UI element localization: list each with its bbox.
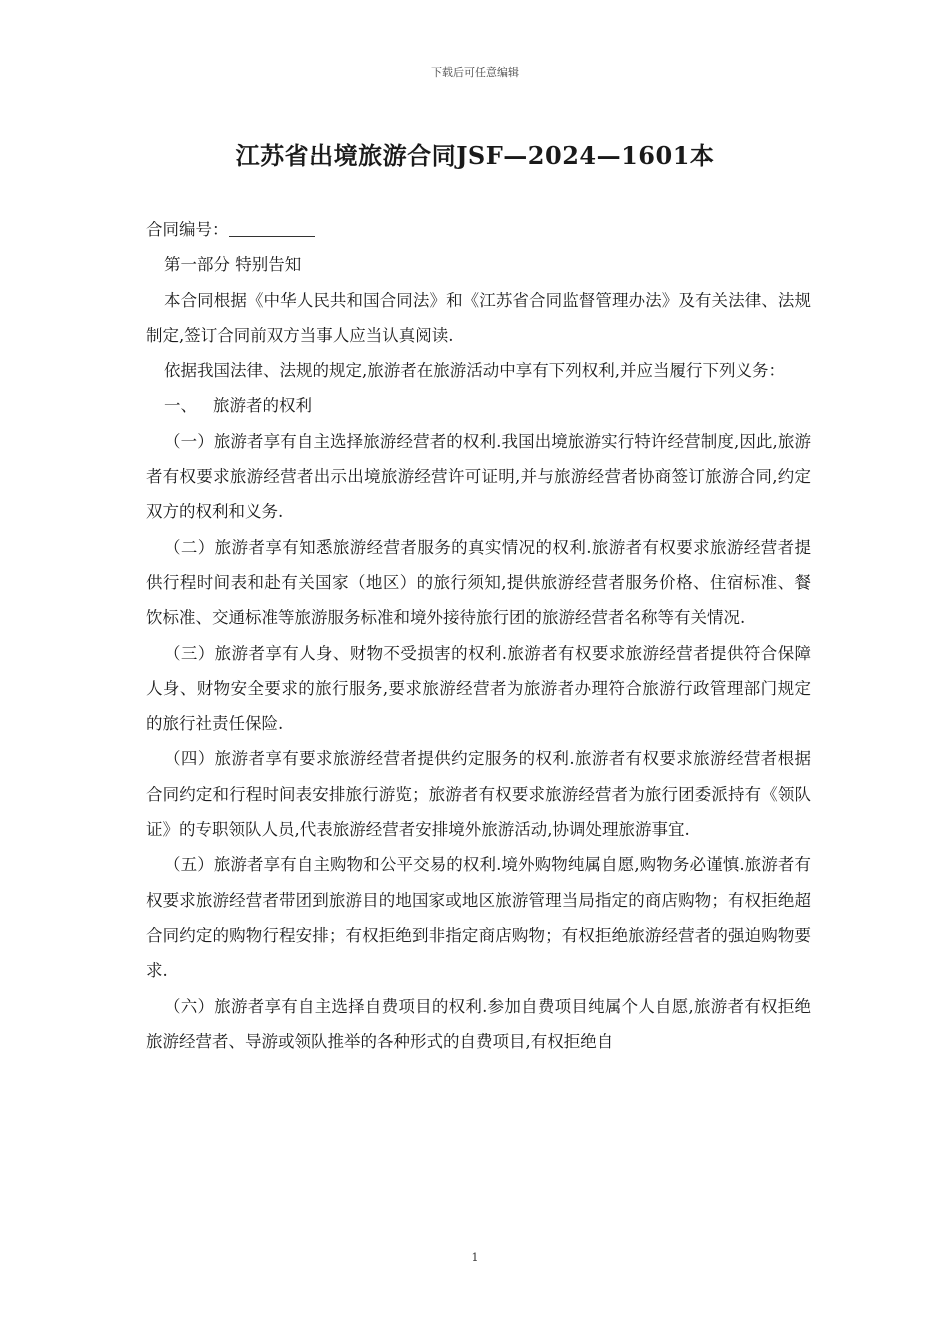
basis-paragraph: 依据我国法律、法规的规定,旅游者在旅游活动中享有下列权利,并应当履行下列义务：: [164, 361, 785, 381]
right-item-1: （一）旅游者享有自主选择旅游经营者的权利.我国出境旅游实行特许经营制度,因此,旅游者有权要求旅游经营者出示出境旅游经营许可证明,并与旅游经营者协商签订旅游合同,约定双方的权利和义务.: [146, 431, 811, 522]
right-item-2: （二）旅游者享有知悉旅游经营者服务的真实情况的权利.旅游者有权要求旅游经营者提供行程时间表和赴有关国家（地区）的旅行须知,提供旅游经营者服务价格、住宿标准、餐饮标准、交通标准等旅游服务标准和境外接待旅行团的旅游经营者名称等有关情况.: [146, 537, 811, 628]
contract-number-blank: [229, 222, 315, 237]
right-item-6: （六）旅游者享有自主选择自费项目的权利.参加自费项目纯属个人自愿,旅游者有权拒绝旅游经营者、导游或领队推举的各种形式的自费项目,有权拒绝自: [146, 996, 811, 1051]
intro-paragraph: 本合同根据《中华人民共和国合同法》和《江苏省合同监督管理办法》及有关法律、法规制定,签订合同前双方当事人应当认真阅读.: [146, 290, 811, 345]
section-one-heading: [146, 388, 811, 423]
section-one-number: 一、: [164, 396, 197, 416]
document-title: 江苏省出境旅游合同JSF—2024—1601本: [235, 141, 715, 170]
contract-number-line: [146, 212, 811, 247]
part-one-heading: 第一部分 特别告知: [164, 255, 302, 275]
right-item-4: （四）旅游者享有要求旅游经营者提供约定服务的权利.旅游者有权要求旅游经营者根据合同约定和行程时间表安排旅行游览；旅游者有权要求旅游经营者为旅行团委派持有《领队证》的专职领队人员,代表旅游经营者安排境外旅游活动,协调处理旅游事宜.: [146, 749, 811, 840]
section-one-title: 旅游者的权利: [213, 396, 312, 416]
contract-number-label: 合同编号：: [146, 220, 229, 239]
right-item-3: （三）旅游者享有人身、财物不受损害的权利.旅游者有权要求旅游经营者提供符合保障人身、财物安全要求的旅行服务,要求旅游经营者为旅游者办理符合旅游行政管理部门规定的旅行社责任保险.: [146, 643, 811, 734]
header-note: 下载后可任意编辑: [431, 66, 519, 79]
document-body: [146, 212, 811, 1059]
page-number: 1: [471, 1251, 479, 1264]
right-item-5: （五）旅游者享有自主购物和公平交易的权利.境外购物纯属自愿,购物务必谨慎.旅游者有权要求旅游经营者带团到旅游目的地国家或地区旅游管理当局指定的商店购物；有权拒绝超合同约定的购物行程安排；有权拒绝到非指定商店购物；有权拒绝旅游经营者的强迫购物要求.: [146, 855, 811, 981]
